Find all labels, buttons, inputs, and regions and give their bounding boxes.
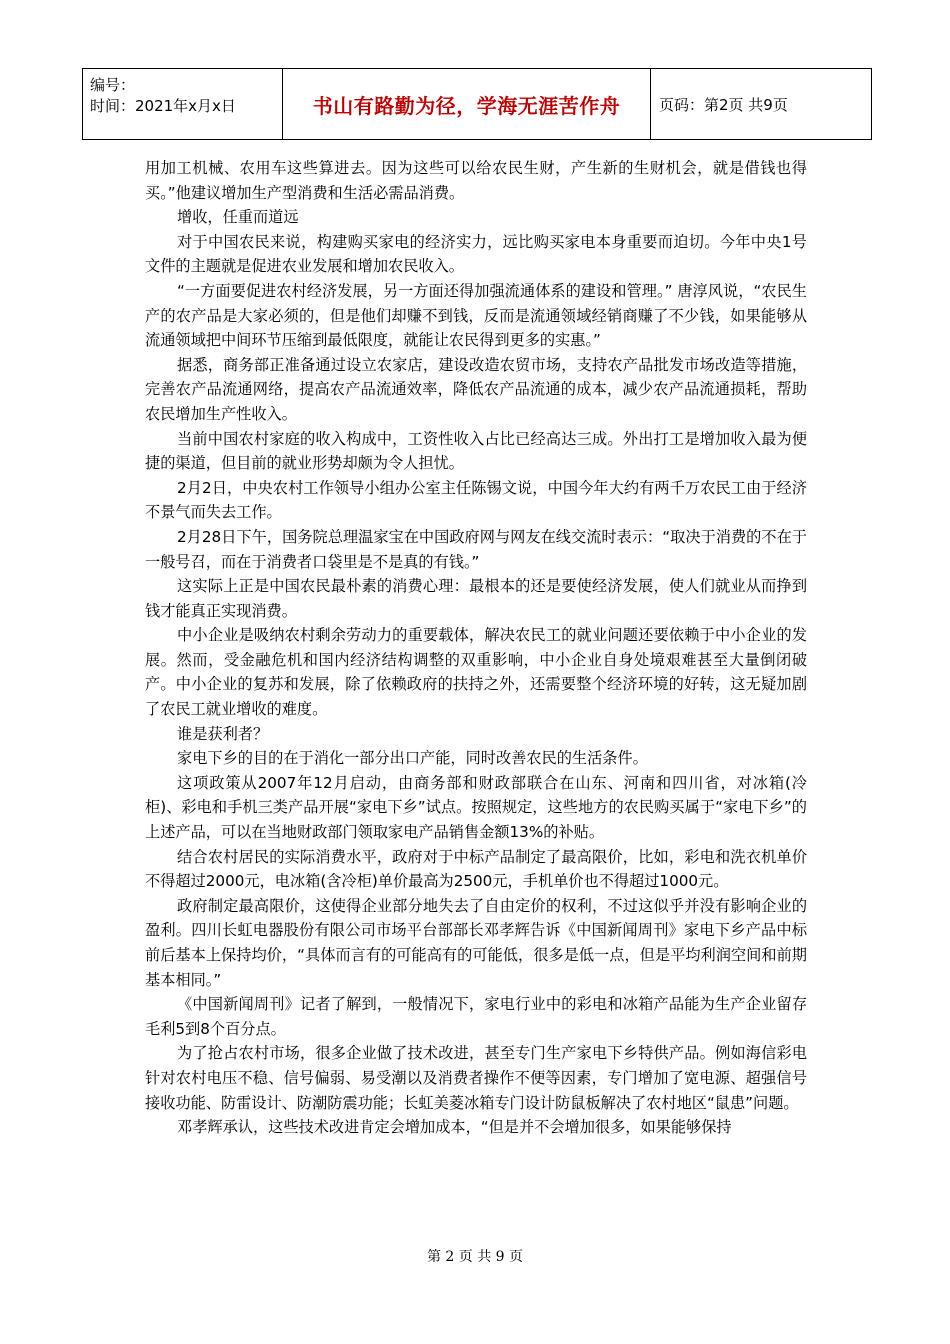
paragraph: 据悉，商务部正准备通过设立农家店，建设改造农贸市场，支持农产品批发市场改造等措施，完善农产品流通网络，提高农产品流通效率，降低农产品流通的成本，减少农产品流通损耗，帮助农民增加生产性收入。: [145, 355, 807, 423]
paragraph: 家电下乡的目的在于消化一部分出口产能，同时改善农民的生活条件。: [177, 749, 648, 768]
section-heading: 增收，任重而道远: [177, 208, 299, 227]
paragraph: “一方面要促进农村经济发展，另一方面还得加强流通体系的建设和管理。” 唐淳风说，“农民生产的农产品是大家必须的，但是他们却赚不到钱，反而是流通领域经销商赚了不少钱，如果能够从流通领域把中间环节压缩到最低限度，就能让农民得到更多的实惠。”: [145, 281, 807, 350]
paragraph: 当前中国农村家庭的收入构成中，工资性收入占比已经高达三成。外出打工是增加收入最为便捷的渠道，但目前的就业形势却颇为令人担忧。: [145, 429, 807, 473]
paragraph: 《中国新闻周刊》记者了解到，一般情况下，家电行业中的彩电和冰箱产品能为生产企业留存毛利5到8个百分点。: [145, 995, 807, 1038]
paragraph: 2月28日下午，国务院总理温家宝在中国政府网与网友在线交流时表示：“取决于消费的不在于一般号召，而在于消费者口袋里是不是真的有钱。”: [145, 527, 807, 571]
document-number-label: 编号：: [90, 76, 136, 94]
document-body: [145, 156, 807, 1140]
paragraph: 2月2日，中央农村工作领导小组办公室主任陈锡文说，中国今年大约有两千万农民工由于经济不景气而失去工作。: [145, 478, 807, 522]
paragraph: 为了抢占农村市场，很多企业做了技术改进，甚至专门生产家电下乡特供产品。例如海信彩电针对农村电压不稳、信号偏弱、易受潮以及消费者操作不便等因素，专门增加了宽电源、超强信号接收功能、防雷设计、防潮防震功能；长虹美菱冰箱专门设计防鼠板解决了农村地区“鼠患”问题。: [145, 1044, 807, 1112]
paragraph: 中小企业是吸纳农村剩余劳动力的重要载体，解决农民工的就业问题还要依赖于中小企业的发展。然而，受金融危机和国内经济结构调整的双重影响，中小企业自身处境艰难甚至大量倒闭破产。中小企业的复苏和发展，除了依赖政府的扶持之外，还需要整个经济环境的好转，这无疑加剧了农民工就业增收的难度。: [145, 626, 807, 719]
paragraph: 用加工机械、农用车这些算进去。因为这些可以给农民生财，产生新的生财机会，就是借钱也得买。”他建议增加生产型消费和生活必需品消费。: [145, 159, 807, 202]
paragraph: 这实际上正是中国农民最朴素的消费心理：最根本的还是要使经济发展，使人们就业从而挣到钱才能真正实现消费。: [145, 577, 807, 620]
paragraph: 结合农村居民的实际消费水平，政府对于中标产品制定了最高限价，比如，彩电和洗衣机单价不得超过2000元，电冰箱(含冷柜)单价最高为2500元，手机单价也不得超过1000元。: [145, 847, 807, 891]
header-page-indicator: 页码：第2页 共9页: [659, 95, 788, 114]
section-heading: 谁是获利者？: [177, 724, 269, 743]
document-header: [82, 68, 872, 140]
document-date-label: 时间：2021年x月x日: [90, 97, 236, 115]
paragraph: 对于中国农民来说，构建购买家电的经济实力，远比购买家电本身重要而迫切。今年中央1号文件的主题就是促进农业发展和增加农民收入。: [145, 232, 807, 276]
paragraph: 邓孝辉承认，这些技术改进肯定会增加成本，“但是并不会增加很多，如果能够保持: [177, 1118, 732, 1137]
header-motto: 书山有路勤为径，学海无涯苦作舟: [283, 69, 651, 139]
page-footer: 第 2 页 共 9 页: [426, 1249, 524, 1265]
paragraph: 政府制定最高限价，这使得企业部分地失去了自由定价的权利，不过这似乎并没有影响企业的盈利。四川长虹电器股份有限公司市场平台部部长邓孝辉告诉《中国新闻周刊》家电下乡产品中标前后基本上保持均价，“具体而言有的可能高有的可能低，很多是低一点，但是平均利润空间和前期基本相同。”: [145, 896, 807, 989]
header-meta-cell: [83, 69, 283, 139]
paragraph: 这项政策从2007年12月启动，由商务部和财政部联合在山东、河南和四川省，对冰箱(冷柜)、彩电和手机三类产品开展“家电下乡”试点。按照规定，这些地方的农民购买属于“家电下乡”的上述产品，可以在当地财政部门领取家电产品销售金额13%的补贴。: [145, 773, 807, 842]
